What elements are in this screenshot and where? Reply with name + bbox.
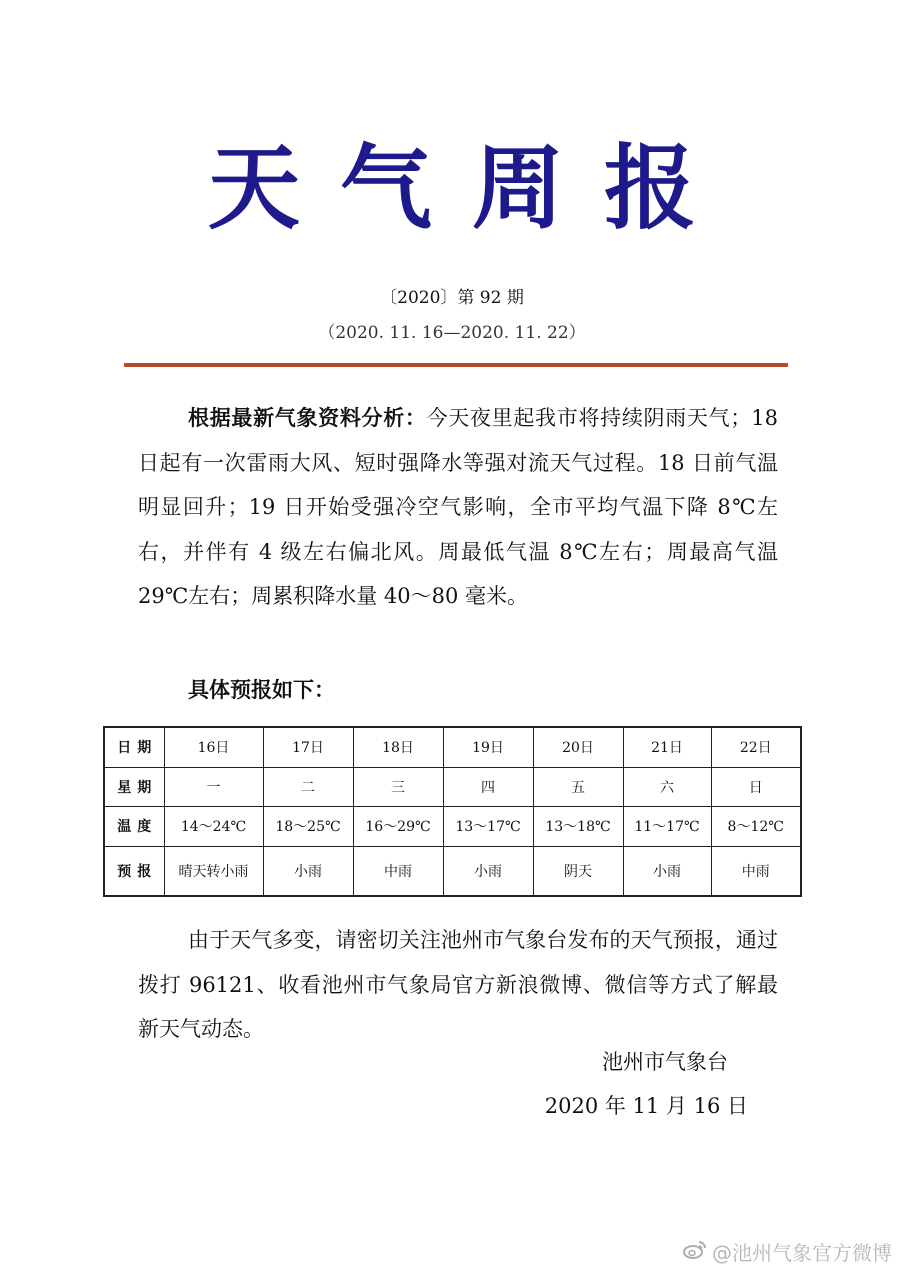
- watermark-text: @池州气象官方微博: [712, 1241, 892, 1265]
- forecast-cell: 小雨: [263, 846, 353, 896]
- row-header-weekday: 星期: [104, 767, 164, 806]
- date-cell: 18日: [353, 727, 443, 767]
- row-header-temperature: 温度: [104, 807, 164, 846]
- weekday-cell: 三: [353, 767, 443, 806]
- weekday-cell: 六: [623, 767, 711, 806]
- issue-number: 〔2020〕第 92 期: [380, 288, 524, 308]
- forecast-cell: 晴天转小雨: [164, 846, 263, 896]
- temperature-cell: 8～12℃: [711, 807, 801, 846]
- header-divider: [124, 363, 788, 367]
- temperature-cell: 13～17℃: [443, 807, 533, 846]
- forecast-subheading: 具体预报如下：: [188, 677, 335, 702]
- weekday-cell: 四: [443, 767, 533, 806]
- forecast-summary: [138, 396, 778, 619]
- forecast-cell: 小雨: [443, 846, 533, 896]
- date-cell: 16日: [164, 727, 263, 767]
- date-cell: 17日: [263, 727, 353, 767]
- temperature-cell: 13～18℃: [533, 807, 623, 846]
- temperature-cell: 16～29℃: [353, 807, 443, 846]
- forecast-cell: 阴天: [533, 846, 623, 896]
- row-header-forecast: 预报: [104, 846, 164, 896]
- report-period: （2020. 11. 16—2020. 11. 22）: [318, 323, 586, 343]
- forecast-cell: 中雨: [353, 846, 443, 896]
- date-cell: 21日: [623, 727, 711, 767]
- weekday-cell: 日: [711, 767, 801, 806]
- date-cell: 20日: [533, 727, 623, 767]
- weekday-cell: 一: [164, 767, 263, 806]
- table-row-temperature: [104, 807, 801, 846]
- date-cell: 19日: [443, 727, 533, 767]
- temperature-cell: 11～17℃: [623, 807, 711, 846]
- issue-date: 2020 年 11 月 16 日: [544, 1094, 748, 1118]
- summary-text: 今天夜里起我市将持续阴雨天气；18 日起有一次雷雨大风、短时强降水等强对流天气过程。18 日前气温明显回升；19 日开始受强冷空气影响，全市平均气温下降 8℃左右，并伴有 4 级左右偏北风。周最低气温 8℃左右；周最高气温 29℃左右；周累积降水量 40～80 毫米。: [138, 406, 778, 608]
- forecast-table: [103, 726, 802, 897]
- forecast-cell: 小雨: [623, 846, 711, 896]
- document-title: 天气周报: [207, 134, 736, 242]
- table-row-forecast: [104, 846, 801, 896]
- summary-lead: 根据最新气象资料分析：: [188, 405, 427, 430]
- weibo-watermark: [682, 1237, 892, 1266]
- date-cell: 22日: [711, 727, 801, 767]
- table-row-weekdays: [104, 767, 801, 806]
- temperature-cell: 14～24℃: [164, 807, 263, 846]
- temperature-cell: 18～25℃: [263, 807, 353, 846]
- closing-paragraph: 由于天气多变，请密切关注池州市气象台发布的天气预报，通过拨打 96121、收看池州市气象局官方新浪微博、微信等方式了解最新天气动态。: [138, 928, 778, 1041]
- weekday-cell: 五: [533, 767, 623, 806]
- weekday-cell: 二: [263, 767, 353, 806]
- table-row-dates: [104, 727, 801, 767]
- issuer-signature: 池州市气象台: [602, 1050, 728, 1074]
- weibo-icon: [682, 1238, 708, 1265]
- forecast-cell: 中雨: [711, 846, 801, 896]
- row-header-date: 日期: [104, 727, 164, 767]
